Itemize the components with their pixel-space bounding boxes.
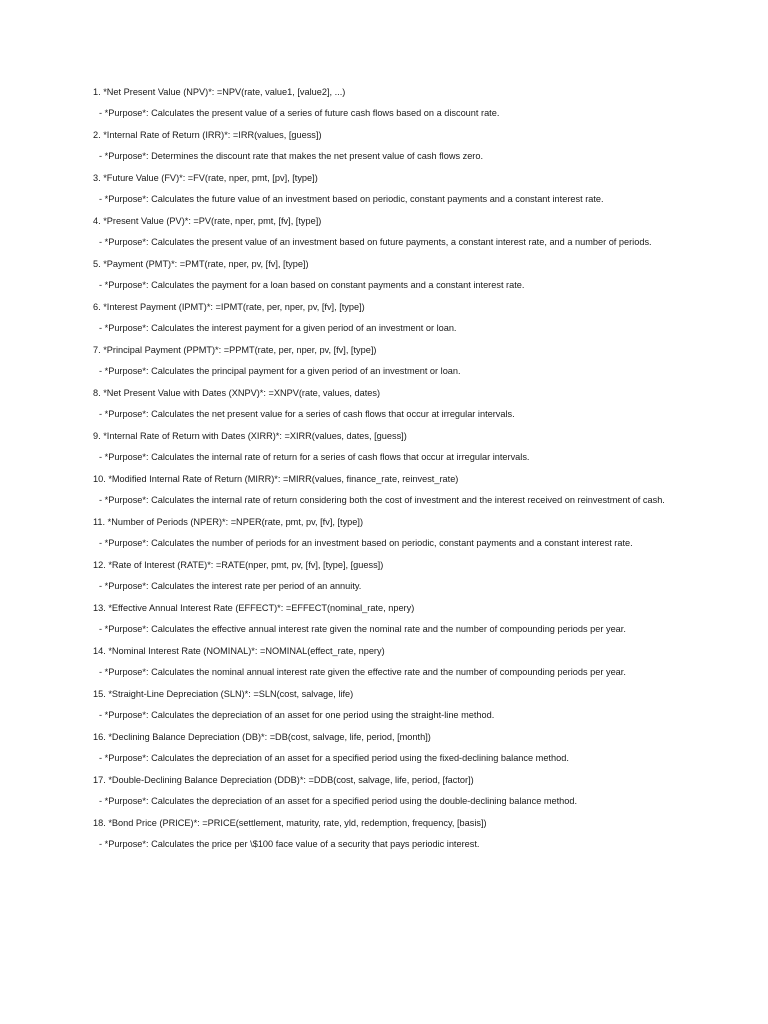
function-purpose: - *Purpose*: Calculates the nominal annual interest rate given the effective rate and the number of compounding periods per year.: [99, 667, 626, 678]
function-purpose: - *Purpose*: Calculates the present value of a series of future cash flows based on a discount rate.: [99, 108, 500, 119]
function-purpose: - *Purpose*: Calculates the payment for a loan based on constant payments and a constant interest rate.: [99, 280, 525, 291]
function-purpose: - *Purpose*: Calculates the present value of an investment based on future payments, a constant interest rate, and a number of periods.: [99, 237, 652, 248]
function-entry-11: [93, 516, 683, 550]
function-heading: 10. *Modified Internal Rate of Return (MIRR)*: =MIRR(values, finance_rate, reinvest_rate): [93, 473, 459, 484]
function-heading: 11. *Number of Periods (NPER)*: =NPER(rate, pmt, pv, [fv], [type]): [93, 516, 364, 527]
function-entry-12: [93, 559, 683, 593]
function-purpose: - *Purpose*: Calculates the net present value for a series of cash flows that occur at irregular intervals.: [99, 409, 515, 420]
function-heading: 8. *Net Present Value with Dates (XNPV)*: =XNPV(rate, values, dates): [93, 387, 381, 398]
function-entry-13: [93, 602, 683, 636]
function-purpose: - *Purpose*: Calculates the effective annual interest rate given the nominal rate and the number of compounding periods per year.: [99, 624, 626, 635]
function-heading: 1. *Net Present Value (NPV)*: =NPV(rate, value1, [value2], ...): [93, 87, 346, 97]
function-heading: 15. *Straight-Line Depreciation (SLN)*: =SLN(cost, salvage, life): [93, 688, 354, 699]
function-heading: 16. *Declining Balance Depreciation (DB)*: =DB(cost, salvage, life, period, [month]): [93, 731, 431, 742]
function-entry-1: [93, 86, 683, 120]
function-heading: 13. *Effective Annual Interest Rate (EFFECT)*: =EFFECT(nominal_rate, npery): [93, 602, 415, 613]
function-entry-5: [93, 258, 683, 292]
function-entry-2: [93, 129, 683, 163]
function-purpose: - *Purpose*: Calculates the internal rate of return considering both the cost of investment and the interest received on reinvestment of cash.: [99, 495, 665, 506]
function-entry-8: [93, 387, 683, 421]
function-heading: 14. *Nominal Interest Rate (NOMINAL)*: =NOMINAL(effect_rate, npery): [93, 645, 385, 656]
function-purpose: - *Purpose*: Calculates the principal payment for a given period of an investment or loan.: [99, 366, 461, 377]
function-entry-7: [93, 344, 683, 378]
function-entry-10: [93, 473, 683, 507]
function-heading: 9. *Internal Rate of Return with Dates (XIRR)*: =XIRR(values, dates, [guess]): [93, 430, 407, 441]
function-purpose: - *Purpose*: Calculates the depreciation of an asset for a specified period using the fixed-declining balance method.: [99, 753, 569, 764]
function-heading: 5. *Payment (PMT)*: =PMT(rate, nper, pv, [fv], [type]): [93, 258, 309, 269]
function-entry-9: [93, 430, 683, 464]
function-entry-3: [93, 172, 683, 206]
function-entry-4: [93, 215, 683, 249]
function-heading: 6. *Interest Payment (IPMT)*: =IPMT(rate, per, nper, pv, [fv], [type]): [93, 301, 365, 312]
function-heading: 4. *Present Value (PV)*: =PV(rate, nper, pmt, [fv], [type]): [93, 215, 322, 226]
function-purpose: - *Purpose*: Calculates the number of periods for an investment based on periodic, constant payments and a constant interest rate.: [99, 538, 633, 549]
function-entry-18: [93, 817, 683, 851]
function-entry-14: [93, 645, 683, 679]
function-entry-17: [93, 774, 683, 808]
function-purpose: - *Purpose*: Calculates the future value of an investment based on periodic, constant payments and a constant interest rate.: [99, 194, 604, 205]
function-purpose: - *Purpose*: Calculates the depreciation of an asset for one period using the straight-line method.: [99, 710, 495, 721]
function-purpose: - *Purpose*: Determines the discount rate that makes the net present value of cash flows zero.: [99, 151, 484, 162]
function-entry-15: [93, 688, 683, 722]
function-heading: 18. *Bond Price (PRICE)*: =PRICE(settlement, maturity, rate, yld, redemption, frequency, [basis]): [93, 817, 487, 828]
function-heading: 12. *Rate of Interest (RATE)*: =RATE(nper, pmt, pv, [fv], [type], [guess]): [93, 559, 384, 570]
function-purpose: - *Purpose*: Calculates the price per \$100 face value of a security that pays periodic interest.: [99, 839, 480, 850]
function-heading: 7. *Principal Payment (PPMT)*: =PPMT(rate, per, nper, pv, [fv], [type]): [93, 344, 377, 355]
function-heading: 17. *Double-Declining Balance Depreciation (DDB)*: =DDB(cost, salvage, life, period, [factor]): [93, 774, 474, 785]
function-purpose: - *Purpose*: Calculates the interest rate per period of an annuity.: [99, 581, 362, 592]
function-purpose: - *Purpose*: Calculates the internal rate of return for a series of cash flows that occur at irregular intervals.: [99, 452, 530, 463]
function-heading: 2. *Internal Rate of Return (IRR)*: =IRR(values, [guess]): [93, 129, 322, 140]
function-entry-16: [93, 731, 683, 765]
function-purpose: - *Purpose*: Calculates the interest payment for a given period of an investment or loan.: [99, 323, 457, 334]
function-list: [93, 86, 683, 860]
function-heading: 3. *Future Value (FV)*: =FV(rate, nper, pmt, [pv], [type]): [93, 172, 318, 183]
function-purpose: - *Purpose*: Calculates the depreciation of an asset for a specified period using the double-declining balance method.: [99, 796, 578, 807]
function-entry-6: [93, 301, 683, 335]
